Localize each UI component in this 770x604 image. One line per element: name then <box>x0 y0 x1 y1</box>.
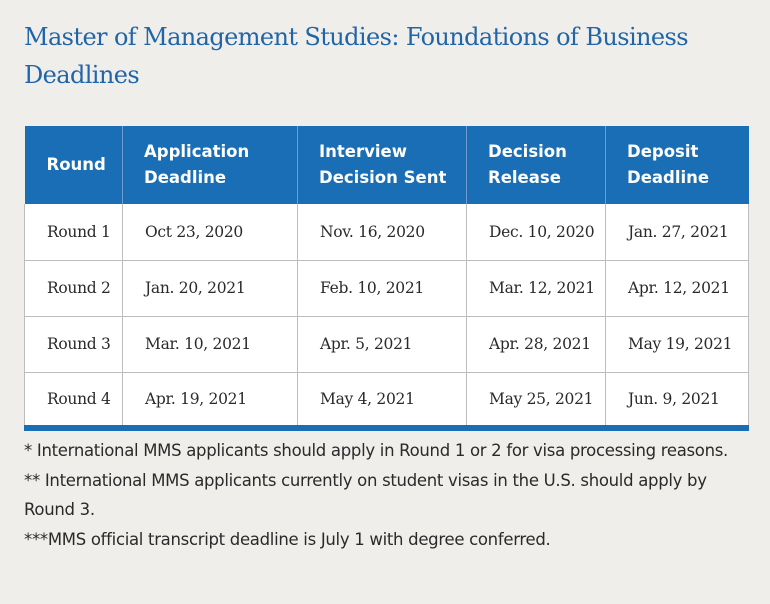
column-header-round: Round <box>25 126 123 204</box>
table-cell: Nov. 16, 2020 <box>298 204 467 260</box>
table-cell: Dec. 10, 2020 <box>467 204 606 260</box>
table-cell: Round 4 <box>25 372 123 428</box>
table-cell: May 19, 2021 <box>606 316 749 372</box>
table-header-row <box>25 126 749 204</box>
page-title: Master of Management Studies: Foundations of Business Deadlines <box>24 23 688 89</box>
table-cell: Jun. 9, 2021 <box>606 372 749 428</box>
table-cell: Feb. 10, 2021 <box>298 260 467 316</box>
footnote-student-visa: ** International MMS applicants currently on student visas in the U.S. should apply by Round 3. <box>24 471 707 519</box>
table-cell: Apr. 5, 2021 <box>298 316 467 372</box>
table-cell: Oct 23, 2020 <box>123 204 298 260</box>
column-header-deposit-deadline: Deposit Deadline <box>606 126 749 204</box>
table-row <box>25 260 749 316</box>
table-cell: May 25, 2021 <box>467 372 606 428</box>
table-cell: Round 3 <box>25 316 123 372</box>
table-cell: Mar. 10, 2021 <box>123 316 298 372</box>
table-cell: Apr. 28, 2021 <box>467 316 606 372</box>
deadlines-table <box>24 126 749 431</box>
column-header-interview-decision-sent: Interview Decision Sent <box>298 126 467 204</box>
table-cell: Round 1 <box>25 204 123 260</box>
table-cell: Mar. 12, 2021 <box>467 260 606 316</box>
table-cell: Round 2 <box>25 260 123 316</box>
table-cell: May 4, 2021 <box>298 372 467 428</box>
column-header-application-deadline: Application Deadline <box>123 126 298 204</box>
table-row <box>25 372 749 428</box>
footnote-transcript: ***MMS official transcript deadline is July 1 with degree conferred. <box>24 530 551 549</box>
footnote-visa-rounds: * International MMS applicants should apply in Round 1 or 2 for visa processing reasons. <box>24 441 728 460</box>
table-cell: Apr. 12, 2021 <box>606 260 749 316</box>
table-cell: Jan. 27, 2021 <box>606 204 749 260</box>
table-row <box>25 204 749 260</box>
footnotes <box>24 436 754 555</box>
table-cell: Jan. 20, 2021 <box>123 260 298 316</box>
table-row <box>25 316 749 372</box>
table-cell: Apr. 19, 2021 <box>123 372 298 428</box>
column-header-decision-release: Decision Release <box>467 126 606 204</box>
